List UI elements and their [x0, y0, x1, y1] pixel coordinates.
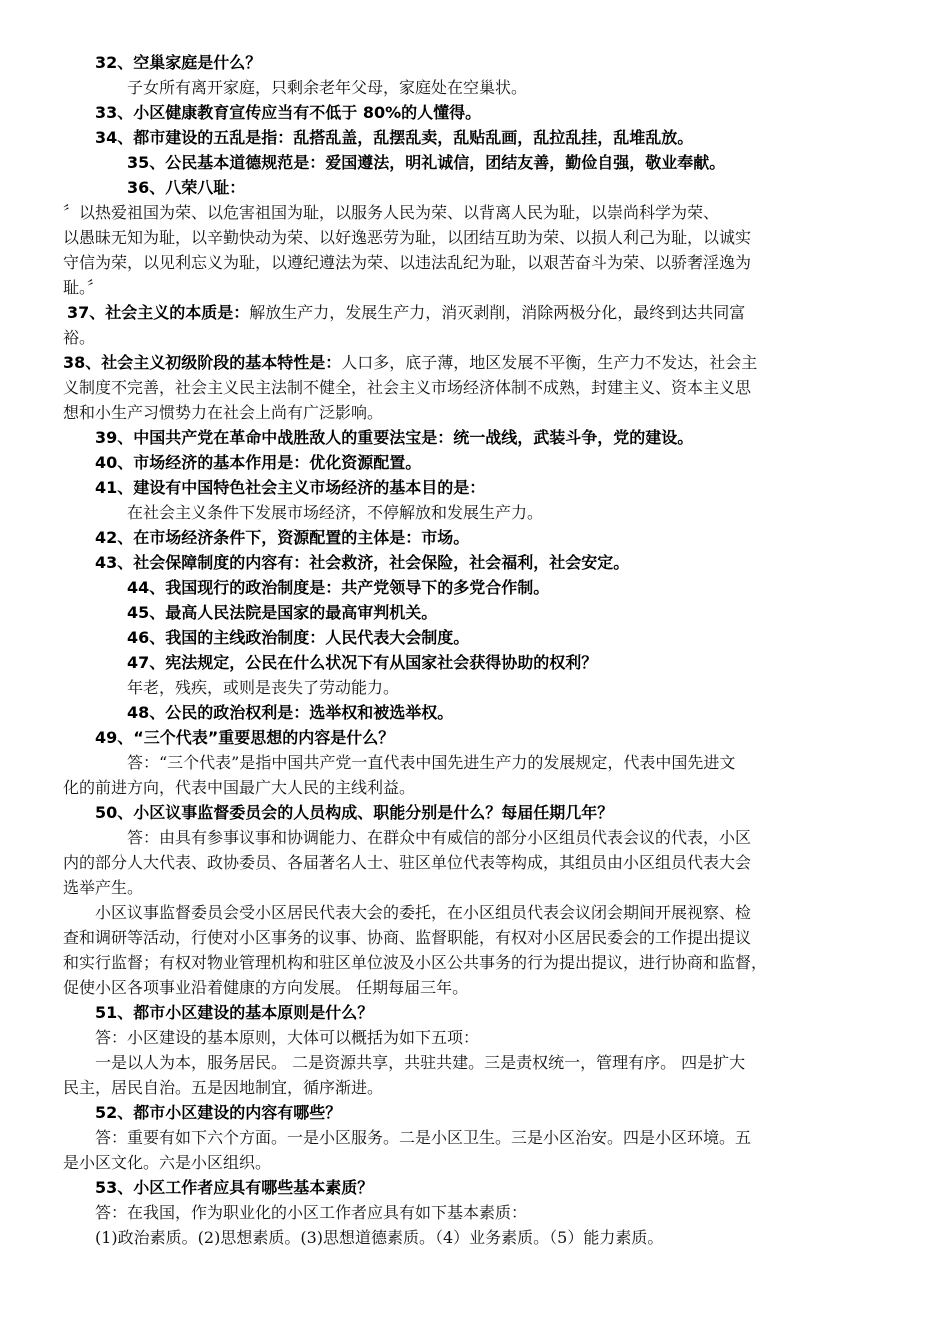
- answer-51-intro: 答：小区建设的基本原则，大体可以概括为如下五项：: [95, 1028, 480, 1047]
- item-37-heading: 37、社会主义的本质是：: [67, 303, 250, 322]
- question-32-heading: 32、空巢家庭是什么？: [95, 53, 262, 72]
- answer-52-line-2: 是小区文化。六是小区组织。: [63, 1153, 272, 1172]
- answer-50-para2-line-2: 查和调研等活动，行使对小区事务的议事、协商、监督职能，有权对小区居民委会的工作提出提议: [63, 928, 752, 947]
- item-36-text-line-2: 以愚昧无知为耻，以辛勤快动为荣、以好逸恶劳为耻，以团结互助为荣、以损人利己为耻，以诚实: [63, 228, 752, 247]
- item-36-text-line-3: 守信为荣，以见利忘义为耻，以遵纪遵法为荣、以违法乱纪为耻，以艰苦奋斗为荣、以骄奢淫逸为: [63, 253, 752, 272]
- item-42: 42、在市场经济条件下，资源配置的主体是：市场。: [95, 528, 470, 547]
- answer-49-line-1: 答：“三个代表”是指中国共产党一直代表中国先进生产力的发展规定，代表中国先进文: [127, 753, 736, 772]
- item-38-text-line-3: 想和小生产习惯势力在社会上尚有广泛影响。: [63, 403, 384, 422]
- answer-53-list: (1)政治素质。(2)思想素质。(3)思想道德素质。（4）业务素质。（5）能力素质。: [95, 1228, 664, 1247]
- item-36-text-line-4: 耻。〞: [63, 278, 104, 297]
- item-36-heading: 36、八荣八耻：: [127, 178, 246, 197]
- question-51-heading: 51、都市小区建设的基本原则是什么？: [95, 1003, 374, 1022]
- question-50-heading: 50、小区议事监督委员会的人员构成、职能分别是什么？每届任期几年？: [95, 803, 614, 822]
- item-38-heading: 38、社会主义初级阶段的基本特性是：: [63, 353, 342, 372]
- item-37: [67, 301, 892, 325]
- item-35: 35、公民基本道德规范是：爱国遵法，明礼诚信，团结友善，勤俭自强，敬业奉献。: [127, 153, 726, 172]
- item-37-text-line-2: 裕。: [63, 328, 96, 347]
- item-47-heading: 47、宪法规定，公民在什么状况下有从国家社会获得协助的权利？: [127, 653, 598, 672]
- answer-50-para2-line-3: 和实行监督；有权对物业管理机构和驻区单位波及小区公共事务的行为提出提议，进行协商和监督，: [63, 953, 768, 972]
- item-41-heading: 41、建设有中国特色社会主义市场经济的基本目的是：: [95, 478, 486, 497]
- item-45: 45、最高人民法院是国家的最高审判机关。: [127, 603, 438, 622]
- answer-32: 子女所有离开家庭，只剩余老年父母，家庭处在空巢状。: [127, 78, 528, 97]
- item-38-text-line-2: 义制度不完善，社会主义民主法制不健全，社会主义市场经济体制不成熟，封建主义、资本主义思: [63, 378, 752, 397]
- answer-50-line-2: 内的部分人大代表、政协委员、各届著名人士、驻区单位代表等构成，其组员由小区组员代表大会: [63, 853, 752, 872]
- item-33: 33、小区健康教育宣传应当有不低于 80%的人懂得。: [95, 103, 482, 122]
- item-37-text: 解放生产力，发展生产力，消灭剥削，消除两极分化，最终到达共同富: [249, 303, 746, 322]
- item-40: 40、市场经济的基本作用是：优化资源配置。: [95, 453, 422, 472]
- answer-50-line-3: 选举产生。: [63, 878, 144, 897]
- item-43: 43、社会保障制度的内容有：社会救济，社会保险，社会福利，社会安定。: [95, 553, 630, 572]
- item-48: 48、公民的政治权利是：选举权和被选举权。: [127, 703, 454, 722]
- question-49-heading: 49、“三个代表”重要思想的内容是什么？: [95, 728, 395, 747]
- answer-51-line-2: 民主，居民自治。五是因地制宜，循序渐进。: [63, 1078, 384, 1097]
- item-39: 39、中国共产党在革命中战胜敌人的重要法宝是：统一战线，武装斗争，党的建设。: [95, 428, 694, 447]
- item-41-text: 在社会主义条件下发展市场经济，不停解放和发展生产力。: [127, 503, 544, 522]
- question-53-heading: 53、小区工作者应具有哪些基本素质？: [95, 1178, 374, 1197]
- answer-51-line-1: 一是以人为本，服务居民。 二是资源共享，共驻共建。三是责权统一，管理有序。 四是扩大: [95, 1053, 746, 1072]
- answer-52-line-1: 答：重要有如下六个方面。一是小区服务。二是小区卫生。三是小区治安。四是小区环境。五: [95, 1128, 752, 1147]
- answer-50-para2-line-4: 促使小区各项事业沿着健康的方向发展。 任期每届三年。: [63, 978, 469, 997]
- question-52-heading: 52、都市小区建设的内容有哪些？: [95, 1103, 342, 1122]
- item-38: [63, 351, 892, 375]
- answer-50-para2-line-1: 小区议事监督委员会受小区居民代表大会的委托，在小区组员代表会议闭会期间开展视察、检: [95, 903, 752, 922]
- item-46: 46、我国的主线政治制度：人民代表大会制度。: [127, 628, 470, 647]
- item-38-text: 人口多，底子薄，地区发展不平衡，生产力不发达，社会主: [341, 353, 758, 372]
- item-47-text: 年老，残疾，或则是丧失了劳动能力。: [127, 678, 400, 697]
- answer-49-line-2: 化的前进方向，代表中国最广大人民的主线利益。: [63, 778, 416, 797]
- answer-53-intro: 答：在我国，作为职业化的小区工作者应具有如下基本素质：: [95, 1203, 528, 1222]
- item-36-text-line-1: 〞以热爱祖国为荣、以危害祖国为耻，以服务人民为荣、以背离人民为耻，以崇尚科学为荣、: [63, 203, 720, 222]
- item-44: 44、我国现行的政治制度是：共产党领导下的多党合作制。: [127, 578, 550, 597]
- item-34: 34、都市建设的五乱是指：乱搭乱盖，乱摆乱卖，乱贴乱画，乱拉乱挂，乱堆乱放。: [95, 128, 694, 147]
- answer-50-line-1: 答：由具有参事议事和协调能力、在群众中有威信的部分小区组员代表会议的代表，小区: [127, 828, 752, 847]
